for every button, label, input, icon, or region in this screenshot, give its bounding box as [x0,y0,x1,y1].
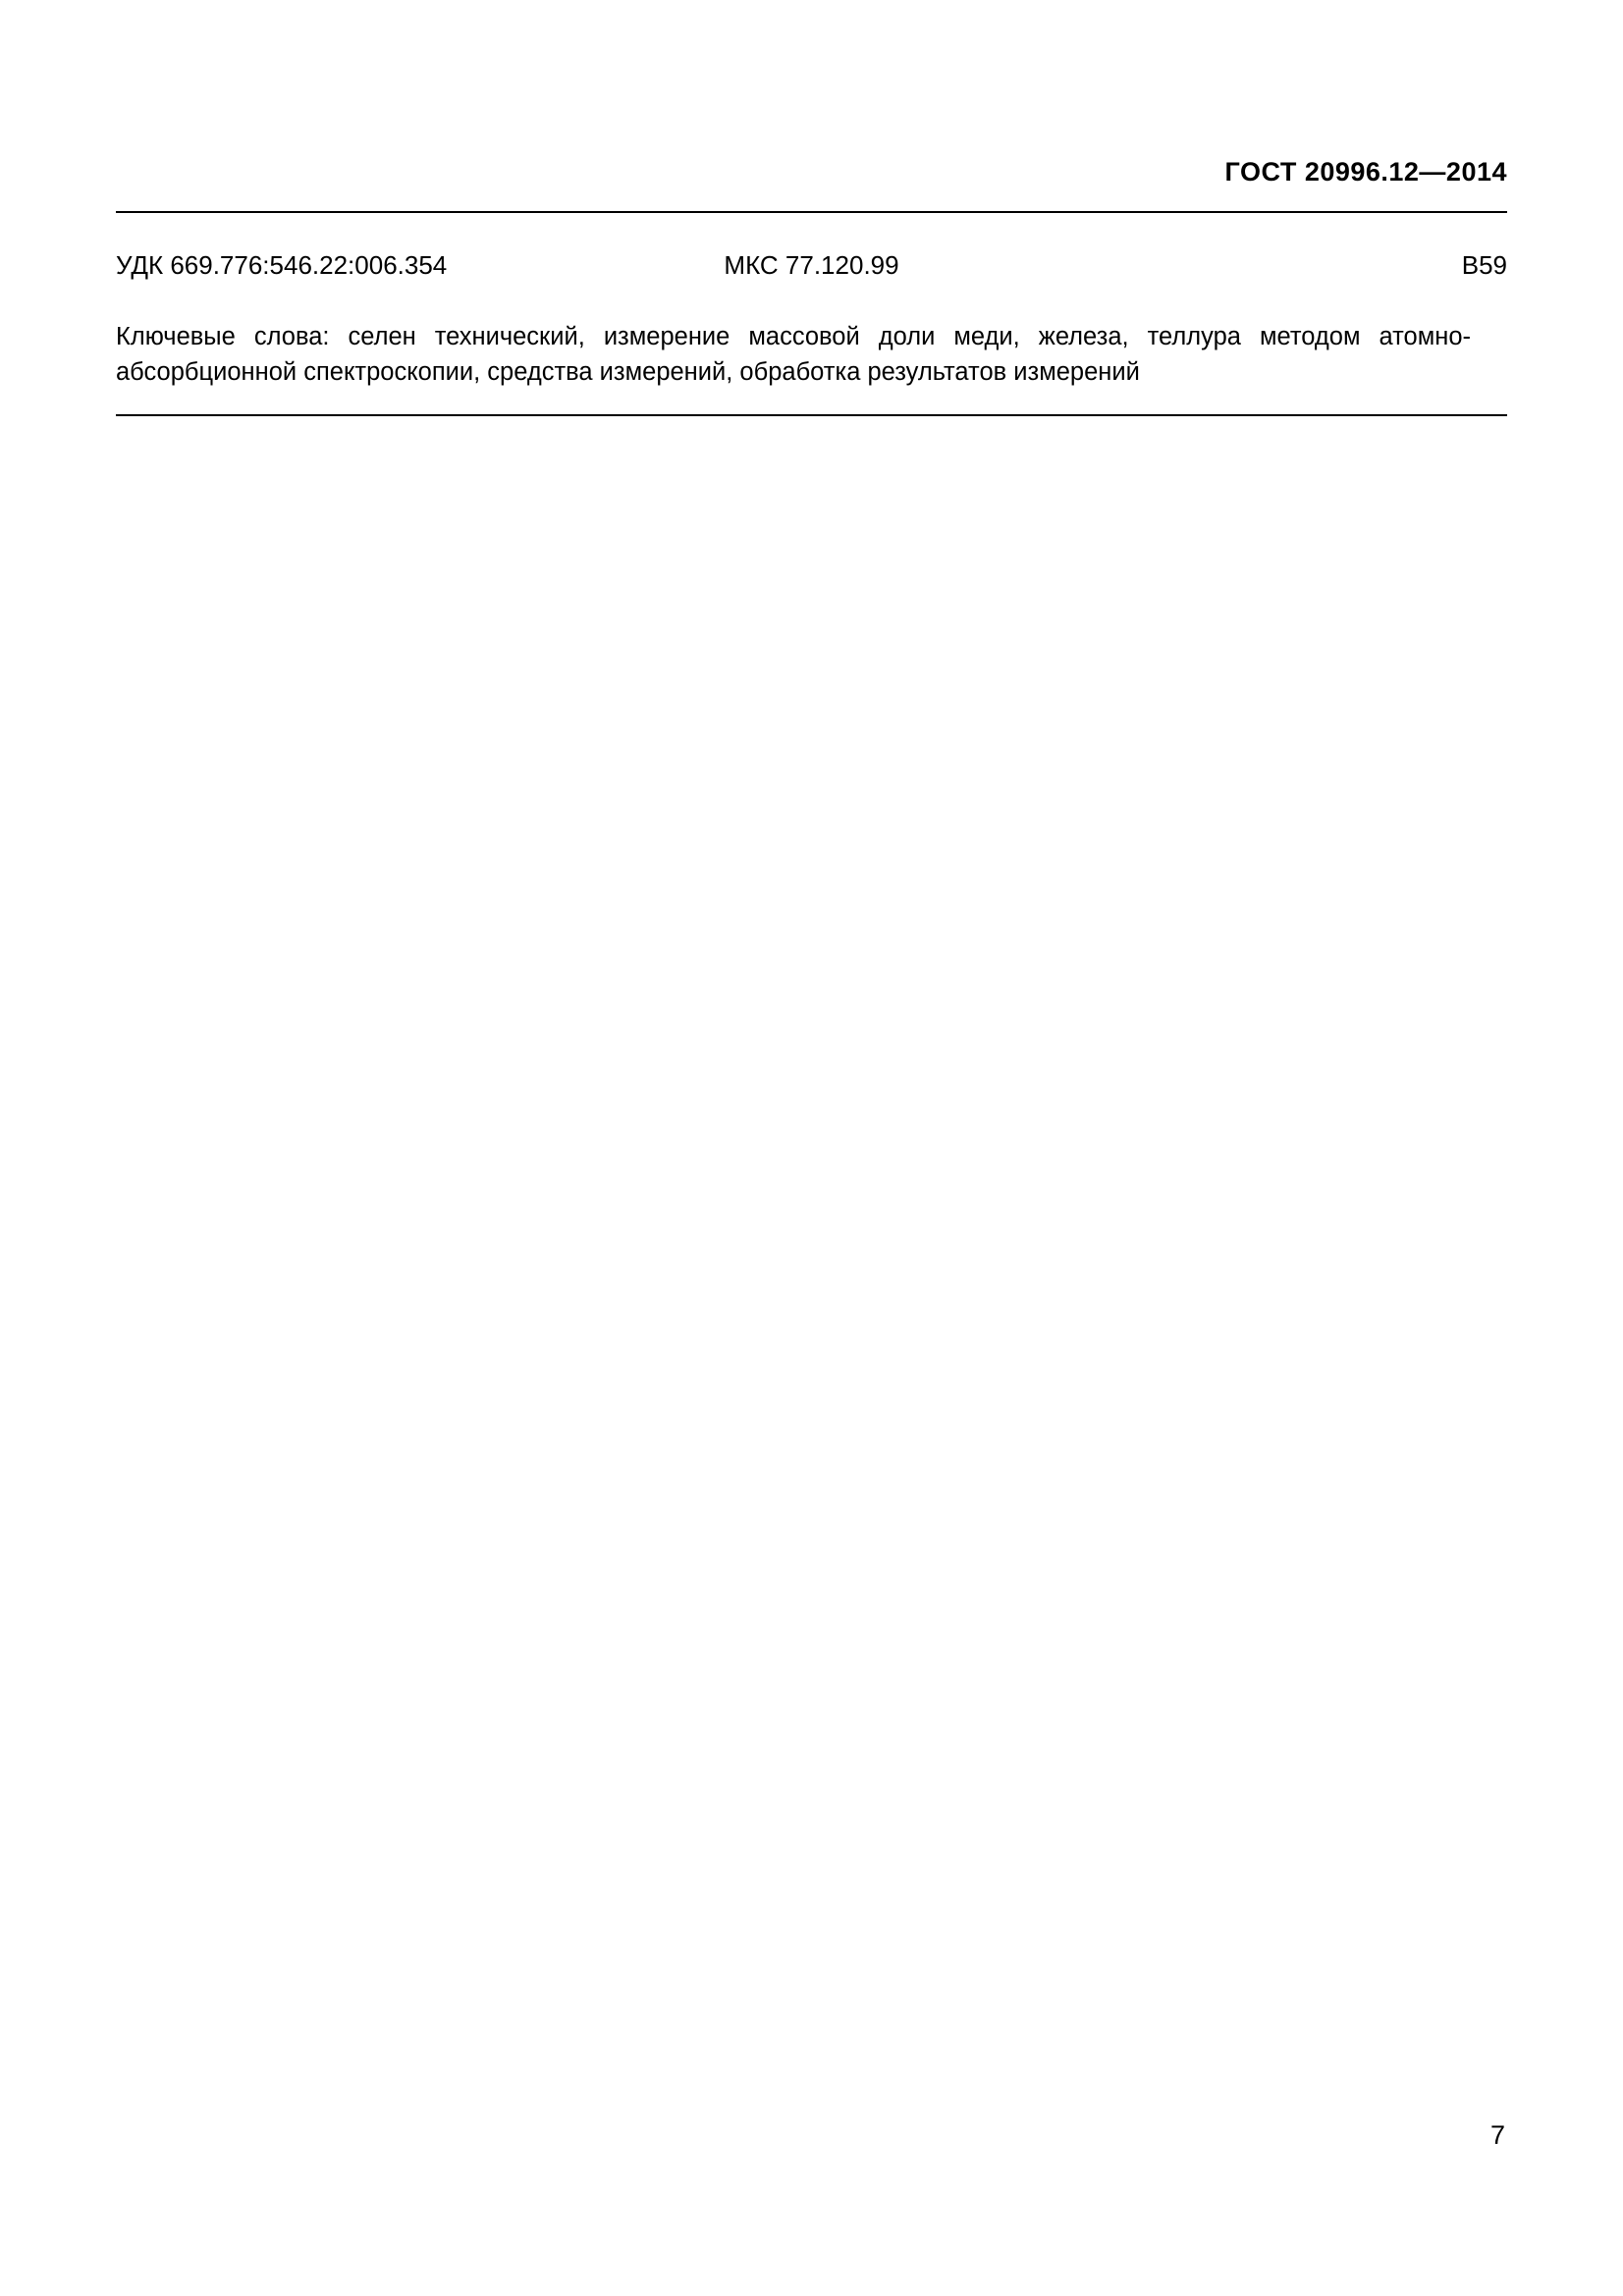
classification-codes-row [116,250,1507,284]
udk-code: УДК 669.776:546.22:006.354 [116,250,448,280]
header-divider-top [116,211,1507,213]
mks-code: МКС 77.120.99 [724,250,899,280]
keywords-label: Ключевые слова: [116,323,349,350]
keywords-block [116,319,1471,390]
group-code: В59 [1461,250,1507,280]
page-number: 7 [1489,2120,1505,2150]
standard-code-header: ГОСТ 20996.12—2014 [1224,157,1507,187]
keywords-divider-bottom [116,414,1507,416]
keywords-text: селен технический, измерение массовой доли меди, железа, теллура методом атомно-абсорбционной спектроскопии, средства измерений, обработка результатов измерений [116,323,1471,387]
